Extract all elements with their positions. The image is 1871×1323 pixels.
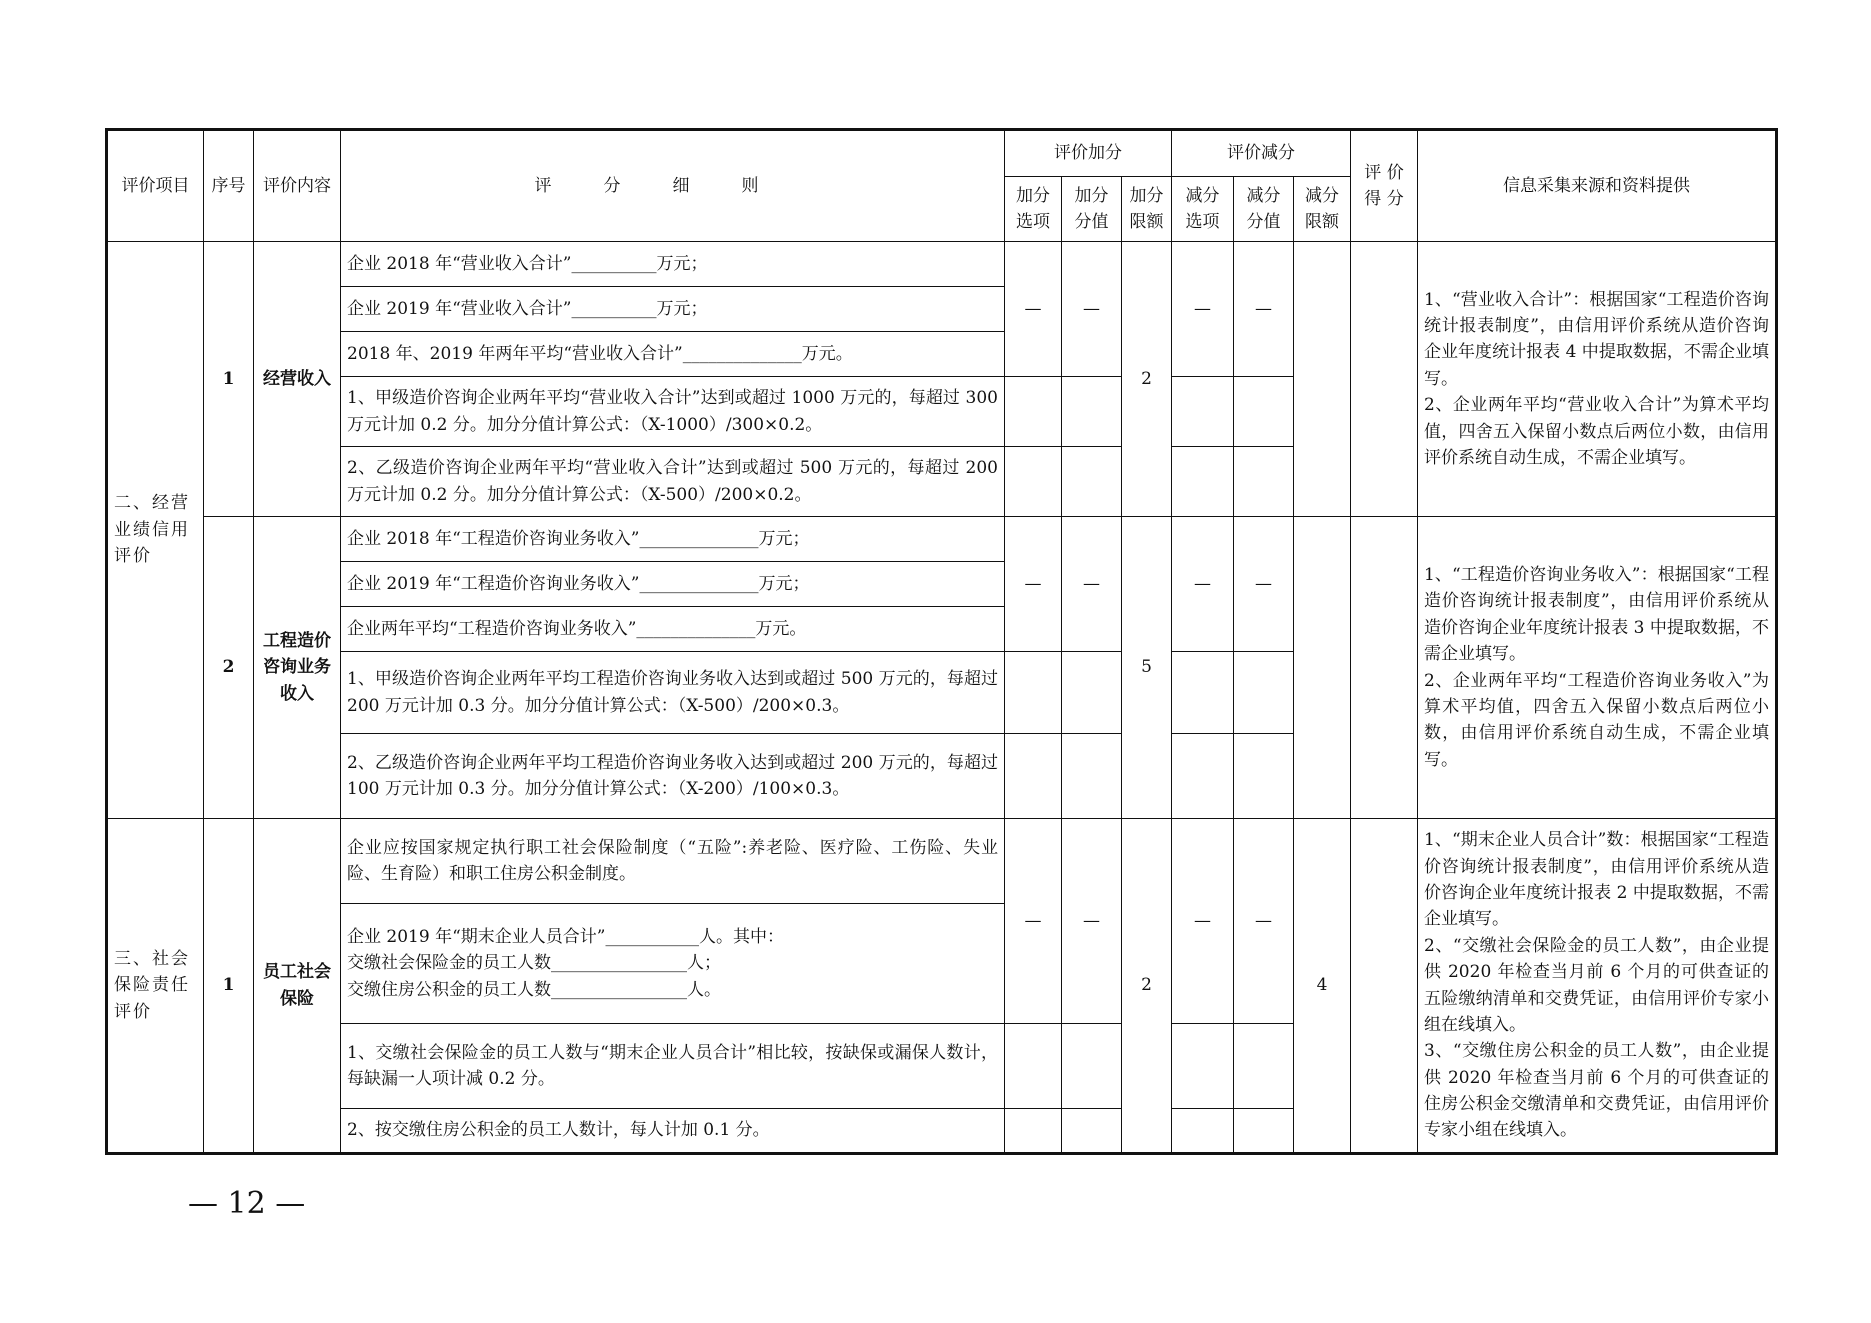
rule-line: 1、甲级造价咨询企业两年平均工程造价咨询业务收入达到或超过 500 万元的，每超过 200 万元计加 0.3 分。加分分值计算公式：（X-500）/200×0.3。 (341, 652, 1005, 734)
table-row (107, 517, 1777, 562)
minus-option: — (1172, 242, 1234, 377)
minus-value: — (1234, 242, 1294, 377)
minus-value-blank (1234, 734, 1294, 819)
info-line: 2、企业两年平均“工程造价咨询业务收入”为算术平均值，四舍五入保留小数点后两位小数，由信用评价系统自动生成，不需企业填写。 (1424, 670, 1769, 770)
header-plus-option: 加分选项 (1005, 177, 1062, 242)
info-line: 1、“期末企业人员合计”数：根据国家“工程造价咨询统计报表制度”，由信用评价系统从造价咨询企业年度统计报表 2 中提取数据，不需企业填写。 (1424, 830, 1769, 930)
plus-limit: 5 (1122, 517, 1172, 819)
header-plus-limit: 加分限额 (1122, 177, 1172, 242)
plus-value-blank (1062, 447, 1122, 517)
item-seq: 1 (204, 819, 254, 1154)
table-row (107, 819, 1777, 904)
rule-line: 2018 年、2019 年两年平均“营业收入合计”______________万元。 (341, 332, 1005, 377)
rule-line: 1、甲级造价咨询企业两年平均“营业收入合计”达到或超过 1000 万元的，每超过 300 万元计加 0.2 分。加分分值计算公式：（X-1000）/300×0.2。 (341, 377, 1005, 447)
header-info: 信息采集来源和资料提供 (1418, 130, 1777, 242)
minus-value-blank (1234, 1109, 1294, 1154)
plus-option-blank (1005, 377, 1062, 447)
header-score: 评 价 得 分 (1351, 130, 1418, 242)
minus-option: — (1172, 819, 1234, 1024)
plus-option-blank (1005, 1024, 1062, 1109)
section-project: 二、经营业绩信用评价 (107, 242, 204, 819)
info-cell (1418, 517, 1777, 819)
minus-option-blank (1172, 652, 1234, 734)
header-plus-value: 加分分值 (1062, 177, 1122, 242)
rule-line: 企业 2019 年“营业收入合计”__________万元； (341, 287, 1005, 332)
info-cell (1418, 819, 1777, 1154)
plus-value-blank (1062, 652, 1122, 734)
evaluation-table (105, 128, 1778, 1155)
minus-value-blank (1234, 652, 1294, 734)
rule-block (341, 904, 1005, 1024)
rule-line: 企业 2018 年“营业收入合计”__________万元； (341, 242, 1005, 287)
header-rules: 评分细则 (341, 130, 1005, 242)
plus-value: — (1062, 819, 1122, 1024)
minus-value-blank (1234, 1024, 1294, 1109)
rule-line: 企业 2018 年“工程造价咨询业务收入”______________万元； (341, 517, 1005, 562)
header-content: 评价内容 (254, 130, 341, 242)
plus-value: — (1062, 517, 1122, 652)
info-line: 1、“工程造价咨询业务收入”：根据国家“工程造价咨询统计报表制度”，由信用评价系统从造价咨询企业年度统计报表 3 中提取数据，不需企业填写。 (1424, 565, 1769, 665)
plus-limit: 2 (1122, 242, 1172, 517)
minus-value-blank (1234, 447, 1294, 517)
header-plus-group: 评价加分 (1005, 130, 1172, 177)
rule-line: 2、乙级造价咨询企业两年平均“营业收入合计”达到或超过 500 万元的，每超过 200 万元计加 0.2 分。加分分值计算公式：（X-500）/200×0.2。 (341, 447, 1005, 517)
rule-line: 交缴社会保险金的员工人数________________人； (347, 953, 721, 974)
minus-option-blank (1172, 1024, 1234, 1109)
plus-option-blank (1005, 734, 1062, 819)
info-line: 2、“交缴社会保险金的员工人数”，由企业提供 2020 年检查当月前 6 个月的可供查证的五险缴纳清单和交费凭证，由信用评价专家小组在线填入。 (1424, 935, 1769, 1035)
minus-option-blank (1172, 1109, 1234, 1154)
minus-limit (1294, 242, 1351, 517)
score-cell (1351, 819, 1418, 1154)
minus-value: — (1234, 819, 1294, 1024)
item-content: 经营收入 (254, 242, 341, 517)
plus-value-blank (1062, 734, 1122, 819)
minus-option-blank (1172, 377, 1234, 447)
rule-line: 2、按交缴住房公积金的员工人数计，每人计加 0.1 分。 (341, 1109, 1005, 1154)
section-project: 三、社会保险责任评价 (107, 819, 204, 1154)
plus-option-blank (1005, 447, 1062, 517)
rule-line: 交缴住房公积金的员工人数________________人。 (347, 979, 721, 1000)
rule-line: 企业 2019 年“期末企业人员合计”___________人。其中： (347, 926, 784, 947)
rule-line: 企业两年平均“工程造价咨询业务收入”______________万元。 (341, 607, 1005, 652)
plus-option: — (1005, 819, 1062, 1024)
minus-limit: 4 (1294, 819, 1351, 1154)
plus-option-blank (1005, 652, 1062, 734)
rule-line: 企业应按国家规定执行职工社会保险制度（“五险”:养老险、医疗险、工伤险、失业险、生育险）和职工住房公积金制度。 (341, 819, 1005, 904)
item-content: 工程造价咨询业务收入 (254, 517, 341, 819)
info-line: 1、“营业收入合计”：根据国家“工程造价咨询统计报表制度”，由信用评价系统从造价咨询企业年度统计报表 4 中提取数据，不需企业填写。 (1424, 289, 1769, 389)
page-number: — 12 — (188, 1186, 306, 1221)
header-minus-group: 评价减分 (1172, 130, 1351, 177)
plus-option: — (1005, 517, 1062, 652)
rule-line: 1、交缴社会保险金的员工人数与“期末企业人员合计”相比较，按缺保或漏保人数计，每缺漏一人项计减 0.2 分。 (341, 1024, 1005, 1109)
header-minus-limit: 减分限额 (1294, 177, 1351, 242)
rule-line: 2、乙级造价咨询企业两年平均工程造价咨询业务收入达到或超过 200 万元的，每超过 100 万元计加 0.3 分。加分分值计算公式：（X-200）/100×0.3。 (341, 734, 1005, 819)
info-line: 2、企业两年平均“营业收入合计”为算术平均值，四舍五入保留小数点后两位小数，由信用评价系统自动生成，不需企业填写。 (1424, 395, 1769, 468)
minus-value-blank (1234, 377, 1294, 447)
minus-option-blank (1172, 734, 1234, 819)
rule-line: 企业 2019 年“工程造价咨询业务收入”______________万元； (341, 562, 1005, 607)
minus-option: — (1172, 517, 1234, 652)
info-line: 3、“交缴住房公积金的员工人数”，由企业提供 2020 年检查当月前 6 个月的可供查证的住房公积金交缴清单和交费凭证，由信用评价专家小组在线填入。 (1424, 1041, 1769, 1141)
item-content: 员工社会保险 (254, 819, 341, 1154)
plus-limit: 2 (1122, 819, 1172, 1154)
item-seq: 1 (204, 242, 254, 517)
header-minus-option: 减分选项 (1172, 177, 1234, 242)
score-cell (1351, 517, 1418, 819)
header-project: 评价项目 (107, 130, 204, 242)
minus-value: — (1234, 517, 1294, 652)
info-cell (1418, 242, 1777, 517)
table-row (107, 242, 1777, 287)
item-seq: 2 (204, 517, 254, 819)
plus-value: — (1062, 242, 1122, 377)
minus-option-blank (1172, 447, 1234, 517)
plus-value-blank (1062, 1109, 1122, 1154)
minus-limit (1294, 517, 1351, 819)
header-minus-value: 减分分值 (1234, 177, 1294, 242)
header-seq: 序号 (204, 130, 254, 242)
plus-option-blank (1005, 1109, 1062, 1154)
plus-value-blank (1062, 1024, 1122, 1109)
score-cell (1351, 242, 1418, 517)
plus-value-blank (1062, 377, 1122, 447)
plus-option: — (1005, 242, 1062, 377)
